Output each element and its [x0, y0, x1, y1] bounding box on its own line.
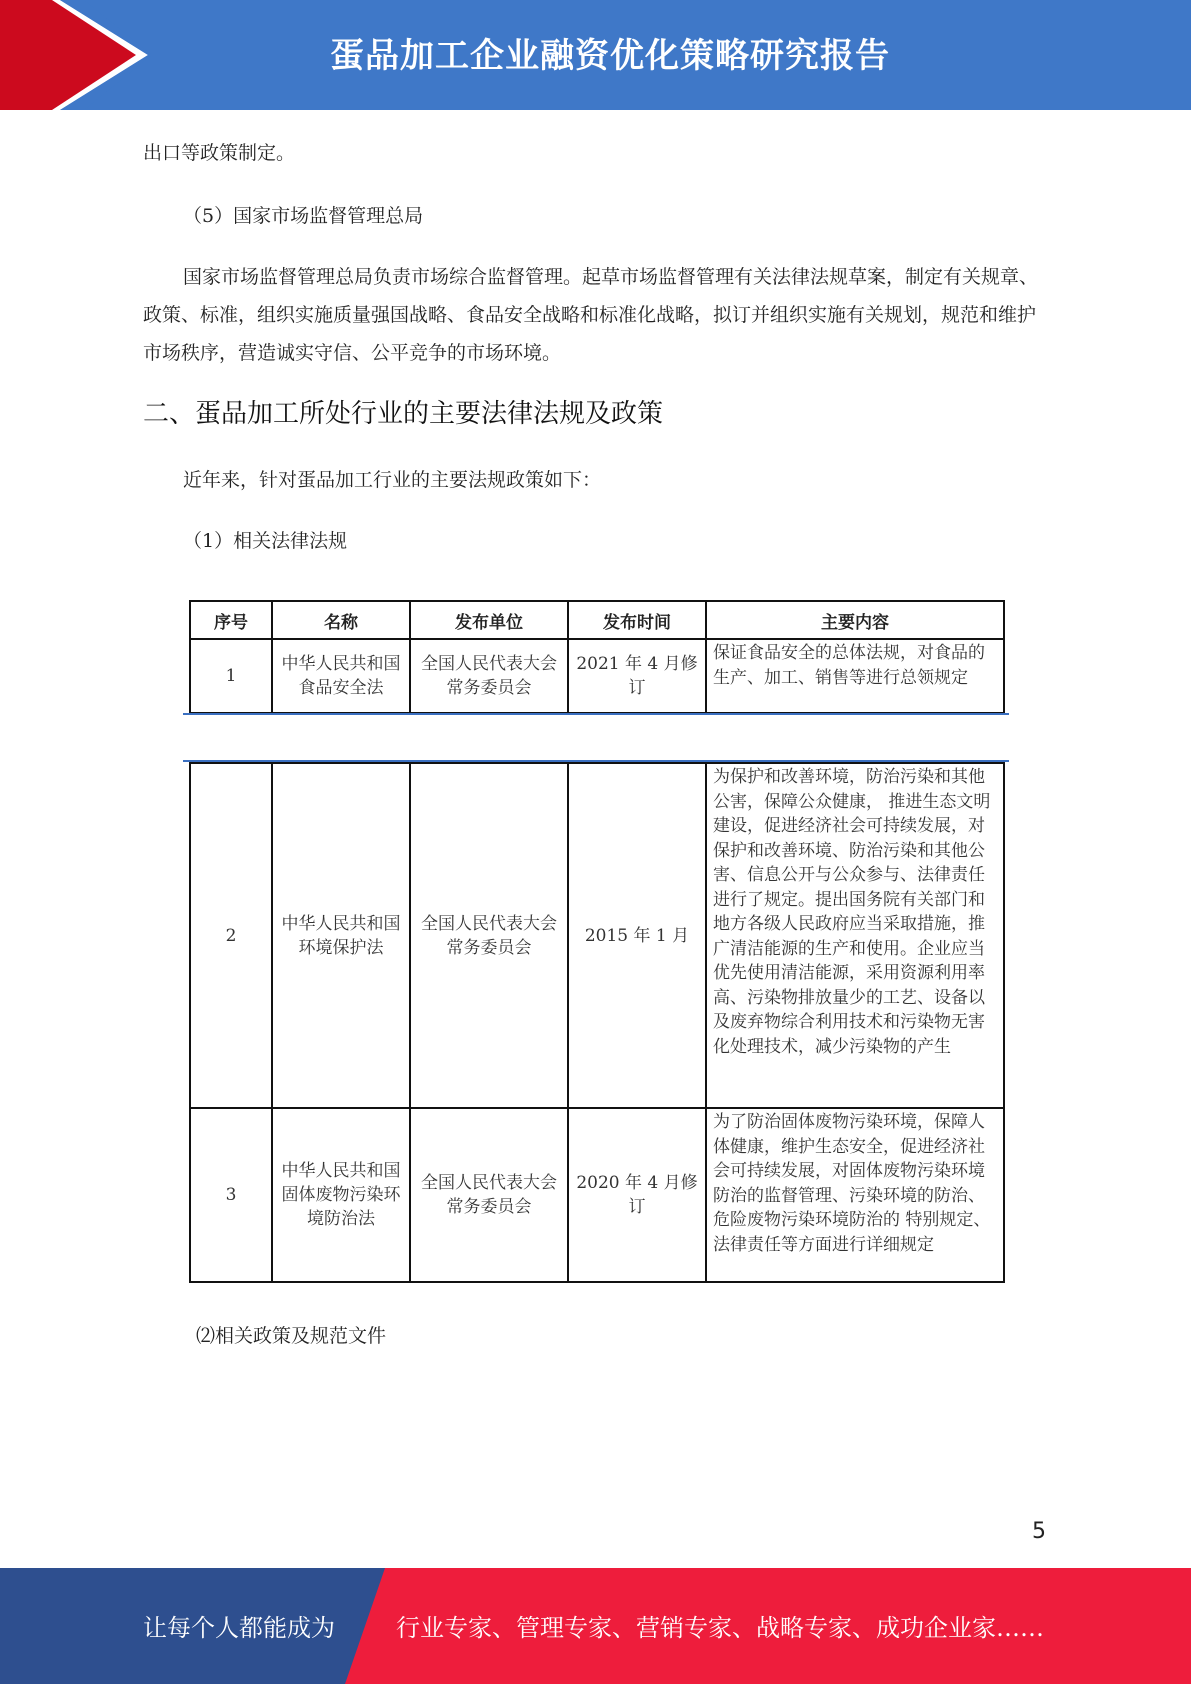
cell-issuer: 全国人民代表大会常务委员会: [410, 1108, 568, 1282]
cell-name: 中华人民共和国环境保护法: [272, 763, 410, 1108]
page-footer: [0, 1568, 1191, 1684]
page-header: [0, 0, 1191, 110]
subsection-title: ⑵相关政策及规范文件: [196, 1325, 387, 1347]
column-header: 序号: [190, 601, 272, 639]
cell-date: 2020 年 4 月修订: [568, 1108, 706, 1282]
page-number: 5: [1032, 1519, 1046, 1544]
footer-slogan-roles: 行业专家、管理专家、营销专家、战略专家、成功企业家……: [396, 1614, 1044, 1642]
paragraph-body: 国家市场监督管理总局负责市场综合监督管理。起草市场监督管理有关法律法规草案，制定有关规章、政策、标准，组织实施质量强国战略、食品安全战略和标准化战略，拟订并组织实施有关规划，规范和维护市场秩序，营造诚实守信、公平竞争的市场环境。: [143, 266, 1039, 364]
cell-content: 为保护和改善环境，防治污染和其他公害，保障公众健康， 推进生态文明建设，促进经济社会可持续发展，对保护和改善环境、防治污染和其他公害、信息公开与公众参与、法律责任进行了规定。提出国务院有关部门和地方各级人民政府应当采取措施，推广清洁能源的生产和使用。企业应当优先使用清洁能源，采用资源利用率高、污染物排放量少的工艺、设备以及废弃物综合利用技术和污染物无害 化处理技术，减少污染物的产生: [706, 763, 1004, 1108]
cell-content: 为了防治固体废物污染环境，保障人体健康，维护生态安全，促进经济社会可持续发展，对固体废物污染环境防治的监督管理、污染环境的防治、危险废物污染环境防治的 特别规定、法律责任等方面进行详细规定: [706, 1108, 1004, 1282]
header-chevron-icon: [0, 0, 160, 110]
cell-name: 中华人民共和国食品安全法: [272, 639, 410, 713]
table-row: [190, 1108, 1004, 1282]
page-break-line: [183, 713, 1009, 715]
subsection-title: （5）国家市场监督管理总局: [183, 205, 424, 227]
subsection-title: （1）相关法律法规: [183, 530, 348, 552]
column-header: 名称: [272, 601, 410, 639]
cell-number: 2: [190, 763, 272, 1108]
cell-number: 1: [190, 639, 272, 713]
cell-issuer: 全国人民代表大会常务委员会: [410, 763, 568, 1108]
paragraph-continuation: 出口等政策制定。: [143, 142, 296, 164]
column-header: 发布时间: [568, 601, 706, 639]
column-header: 发布单位: [410, 601, 568, 639]
section-heading: 二、蛋品加工所处行业的主要法律法规及政策: [143, 399, 664, 429]
laws-table-part-1: [189, 600, 1005, 714]
table-header-row: [190, 601, 1004, 639]
footer-slogan-lead: 让每个人都能成为: [143, 1614, 335, 1642]
table-row: [190, 763, 1004, 1108]
cell-issuer: 全国人民代表大会常务委员会: [410, 639, 568, 713]
cell-number: 3: [190, 1108, 272, 1282]
report-title: 蛋品加工企业融资优化策略研究报告: [330, 36, 890, 76]
paragraph-intro: 近年来，针对蛋品加工行业的主要法规政策如下：: [183, 469, 602, 491]
cell-date: 2021 年 4 月修订: [568, 639, 706, 713]
cell-content: 保证食品安全的总体法规，对食品的生产、加工、销售等进行总领规定: [706, 639, 1004, 713]
cell-name: 中华人民共和国固体废物污染环境防治法: [272, 1108, 410, 1282]
cell-date: 2015 年 1 月: [568, 763, 706, 1108]
table-row: [190, 639, 1004, 713]
column-header: 主要内容: [706, 601, 1004, 639]
laws-table-part-2: [189, 762, 1005, 1283]
